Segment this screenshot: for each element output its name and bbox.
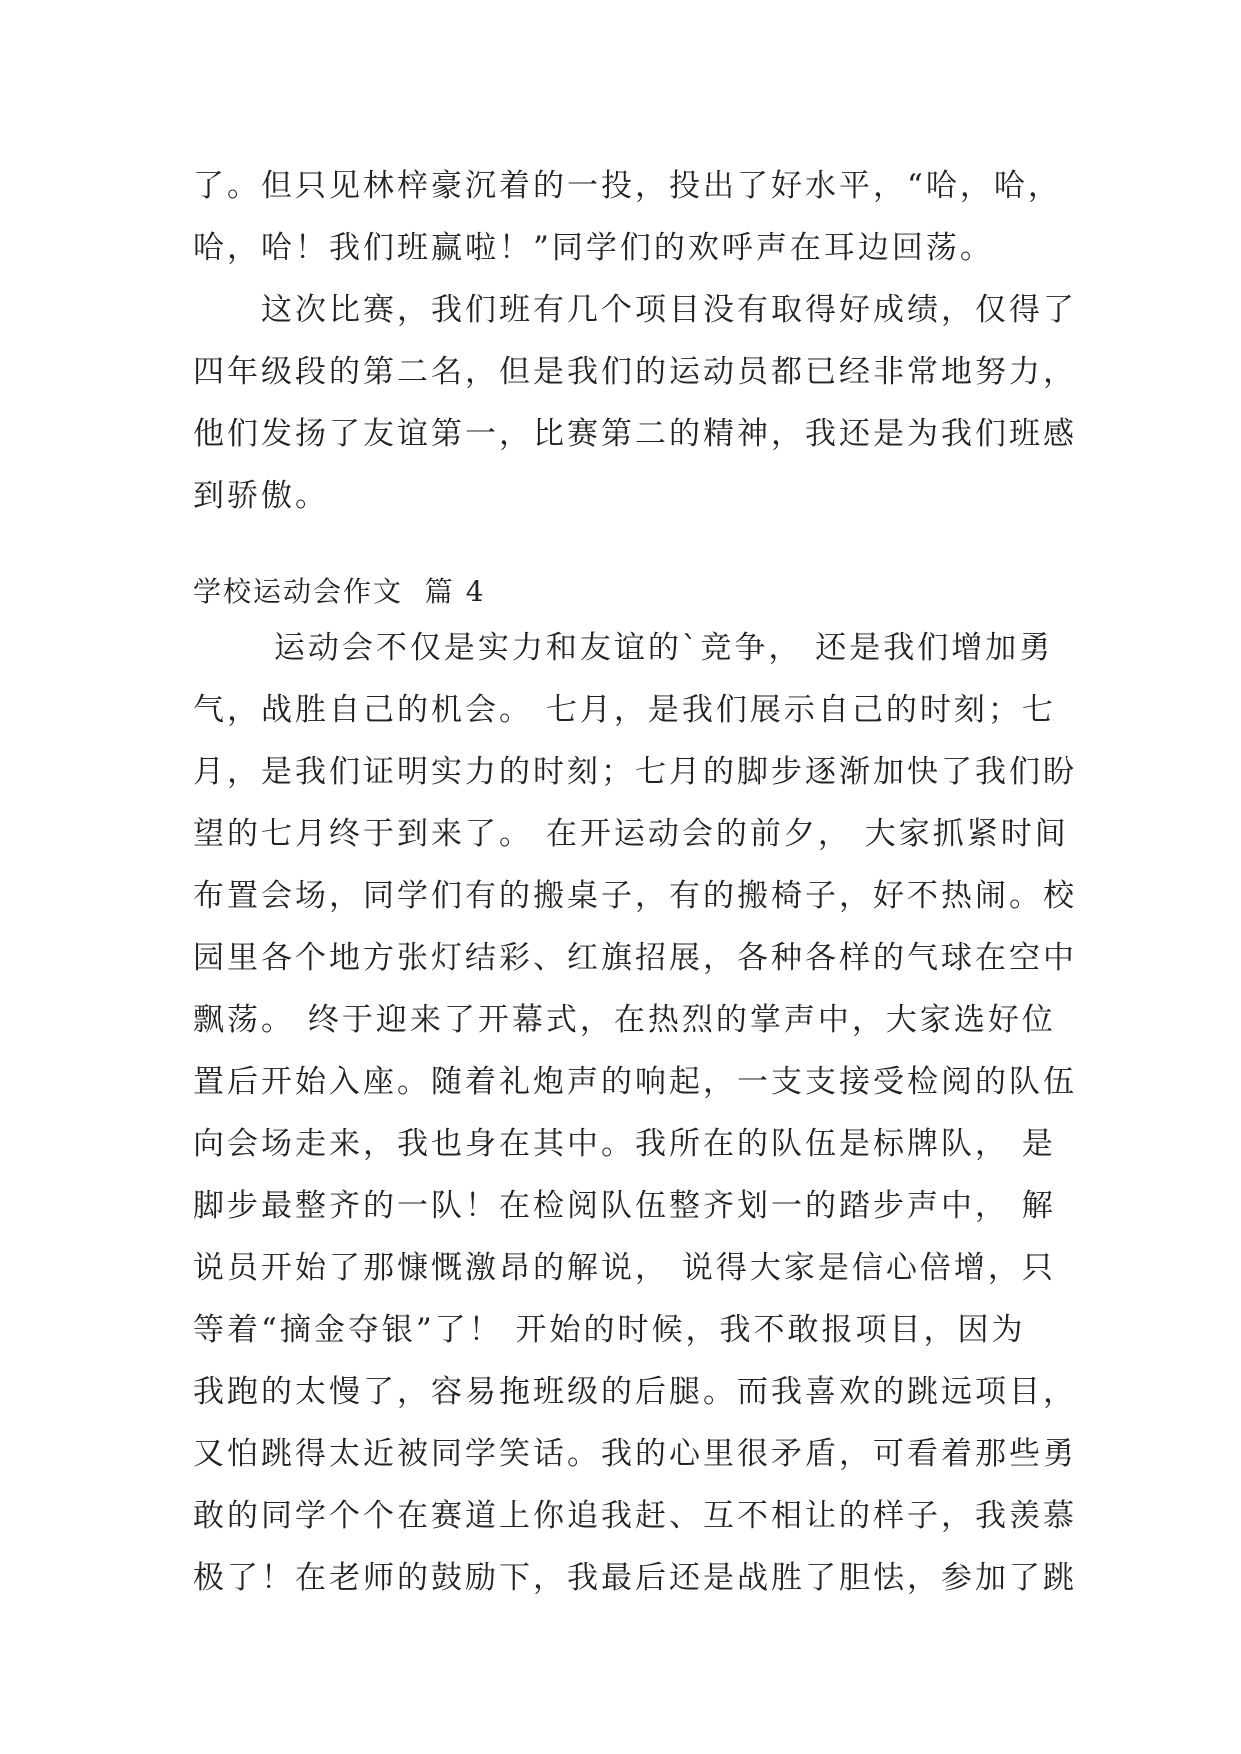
text-line: 哈，哈！我们班赢啦！”同学们的欢呼声在耳边回荡。 <box>193 230 994 266</box>
text-line: 他们发扬了友谊第一，比赛第二的精神，我还是为我们班感 <box>193 416 1077 452</box>
text-line: 望的七月终于到来了。 在开运动会的前夕， 大家抓紧时间 <box>193 816 1069 852</box>
text-line: 这次比赛，我们班有几个项目没有取得好成绩，仅得了 <box>193 292 1077 328</box>
text-line: 等着“摘金夺银”了！ 开始的时候，我不敢报项目，因为 <box>193 1312 1026 1348</box>
text-line: 园里各个地方张灯结彩、红旗招展，各种各样的气球在空中 <box>193 940 1077 976</box>
text-line: 向会场走来，我也身在其中。我所在的队伍是标牌队， 是 <box>193 1126 1056 1162</box>
text-line: 又怕跳得太近被同学笑话。我的心里很矛盾，可看着那些勇 <box>193 1436 1077 1472</box>
text-line: 说员开始了那慷慨激昂的解说， 说得大家是信心倍增，只 <box>193 1250 1056 1286</box>
paragraph-3 <box>193 617 1077 1609</box>
text-line: 运动会不仅是实力和友谊的`竞争， 还是我们增加勇 <box>193 630 1054 666</box>
text-line: 我跑的太慢了，容易拖班级的后腿。而我喜欢的跳远项目， <box>193 1374 1077 1410</box>
text-line: 飘荡。 终于迎来了开幕式，在热烈的掌声中，大家选好位 <box>193 1002 1056 1038</box>
text-line: 脚步最整齐的一队！在检阅队伍整齐划一的踏步声中， 解 <box>193 1188 1056 1224</box>
text-line: 月，是我们证明实力的时刻；七月的脚步逐渐加快了我们盼 <box>193 754 1077 790</box>
text-line: 四年级段的第二名，但是我们的运动员都已经非常地努力， <box>193 354 1077 390</box>
paragraph-1 <box>193 155 1062 279</box>
text-line: 气，战胜自己的机会。 七月，是我们展示自己的时刻；七 <box>193 692 1056 728</box>
text-line: 敢的同学个个在赛道上你追我赶、互不相让的样子，我羡慕 <box>193 1498 1077 1534</box>
text-line: 极了！在老师的鼓励下，我最后还是战胜了胆怯，参加了跳 <box>193 1560 1077 1596</box>
section-heading: 学校运动会作文 篇 4 <box>193 575 486 608</box>
text-line: 置后开始入座。随着礼炮声的响起，一支支接受检阅的队伍 <box>193 1064 1077 1100</box>
text-line: 了。但只见林梓豪沉着的一投，投出了好水平，“哈，哈， <box>193 168 1062 204</box>
text-line: 布置会场，同学们有的搬桌子，有的搬椅子，好不热闹。校 <box>193 878 1077 914</box>
paragraph-2 <box>193 279 1077 527</box>
text-line: 到骄傲。 <box>193 478 329 514</box>
